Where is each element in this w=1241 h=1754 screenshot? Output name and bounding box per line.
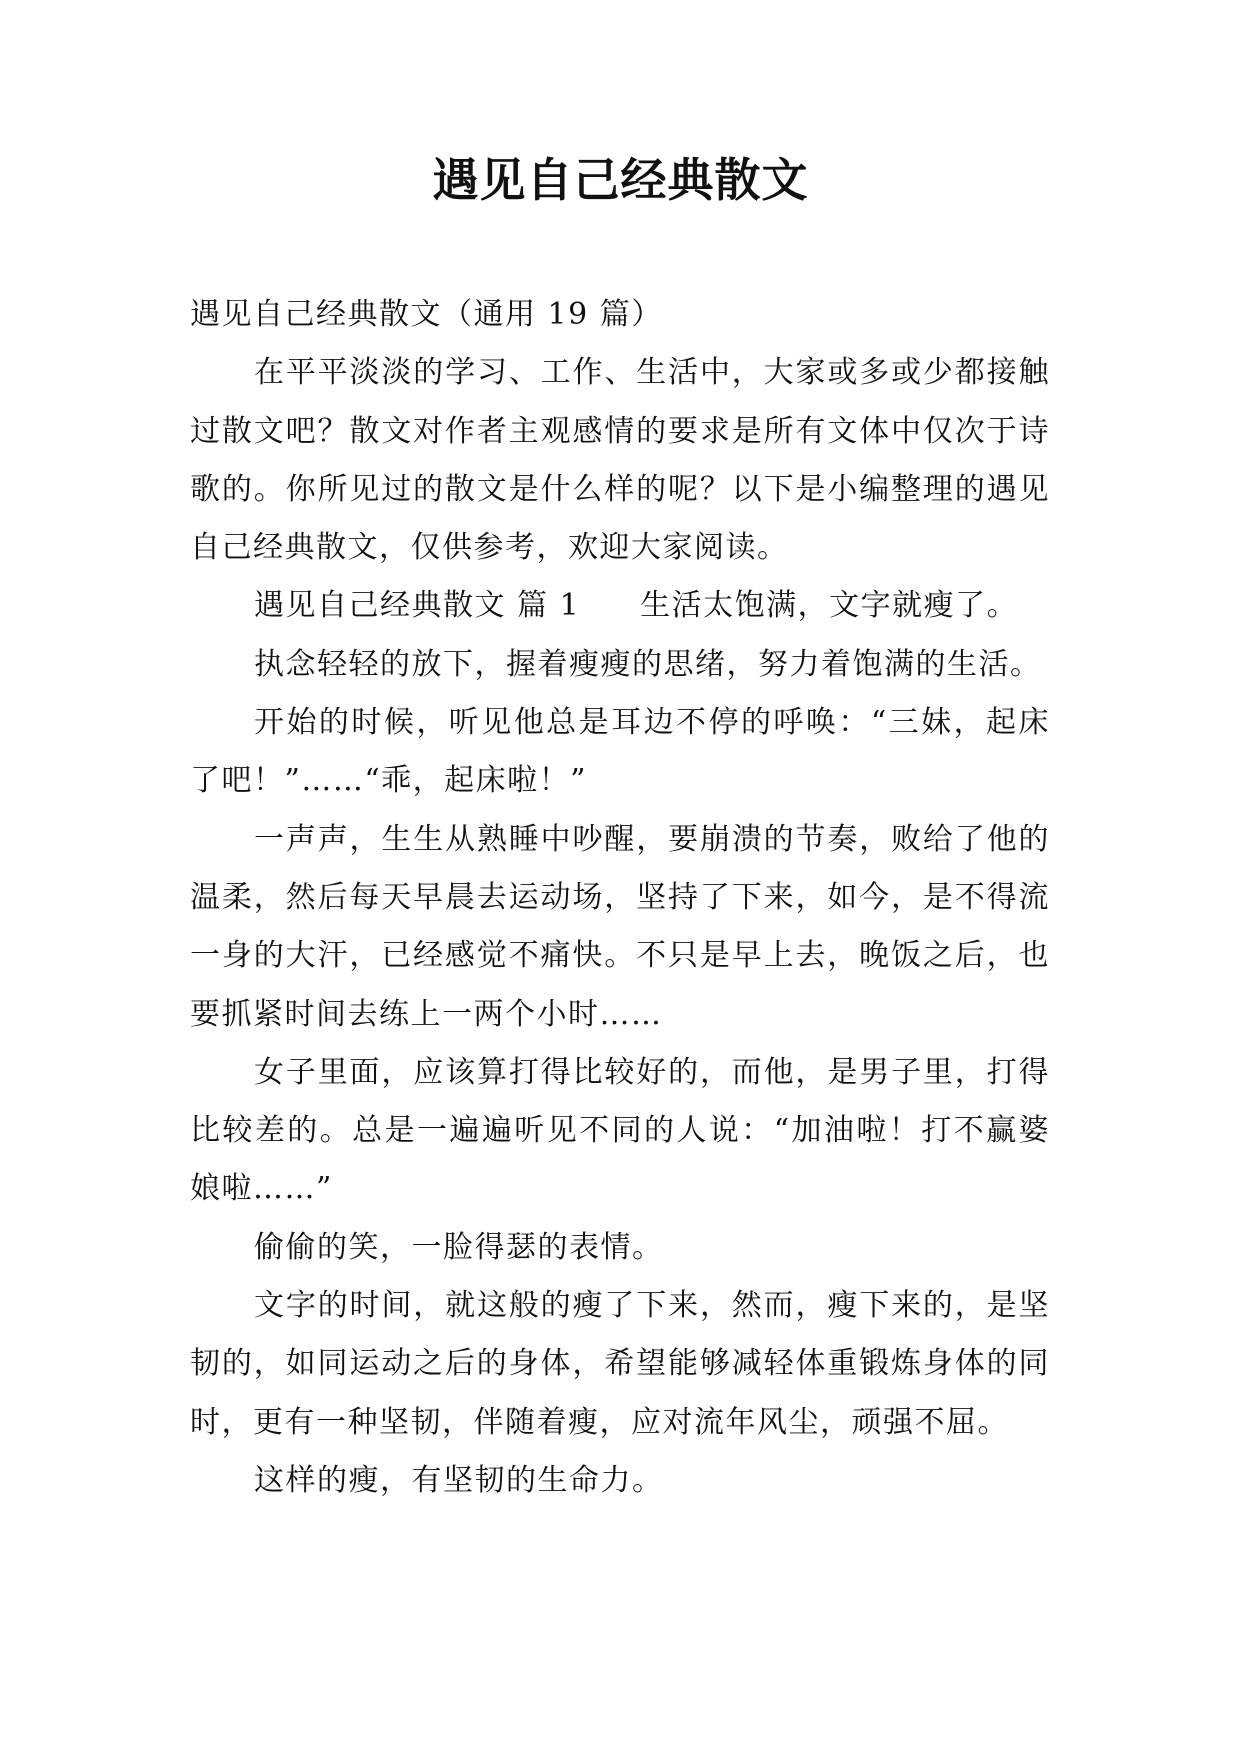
body-paragraph: 这样的瘦，有坚韧的生命力。: [254, 1462, 664, 1498]
body-paragraph: 女子里面，应该算打得比较好的，而他，是男子里，打得比较差的。总是一遍遍听见不同的人说：“加油啦！打不赢婆娘啦……”: [190, 1054, 1050, 1207]
document-subtitle: 遇见自己经典散文（通用 19 篇）: [190, 297, 663, 332]
body-paragraph: 一声声，生生从熟睡中吵醒，要崩溃的节奏，败给了他的温柔，然后每天早晨去运动场，坚持了下来，如今，是不得流一身的大汗，已经感觉不痛快。不只是早上去，晚饭之后，也要抓紧时间去练上一两个小时……: [190, 821, 1050, 1032]
section-heading-line: [190, 577, 1050, 635]
document-body: [190, 286, 1050, 1510]
document-title: 遇见自己经典散文: [432, 153, 809, 207]
section-heading: 遇见自己经典散文 篇 1: [254, 588, 581, 624]
section-first-line: 生活太饱满，文字就瘦了。: [640, 588, 1019, 624]
body-paragraph: 偷偷的笑，一脸得瑟的表情。: [254, 1229, 664, 1265]
body-paragraph: 文字的时间，就这般的瘦了下来，然而，瘦下来的，是坚韧的，如同运动之后的身体，希望能够减轻体重锻炼身体的同时，更有一种坚韧，伴随着瘦，应对流年风尘，顽强不屈。: [190, 1288, 1050, 1440]
body-paragraph: 执念轻轻的放下，握着瘦瘦的思绪，努力着饱满的生活。: [254, 646, 1042, 682]
intro-paragraph: 在平平淡淡的学习、工作、生活中，大家或多或少都接触过散文吧？散文对作者主观感情的要求是所有文体中仅次于诗歌的。你所见过的散文是什么样的呢？以下是小编整理的遇见自己经典散文，仅供参考，欢迎大家阅读。: [190, 355, 1050, 566]
body-paragraph: 开始的时候，听见他总是耳边不停的呼唤：“三妹，起床了吧！”……“乖，起床啦！”: [190, 705, 1050, 799]
